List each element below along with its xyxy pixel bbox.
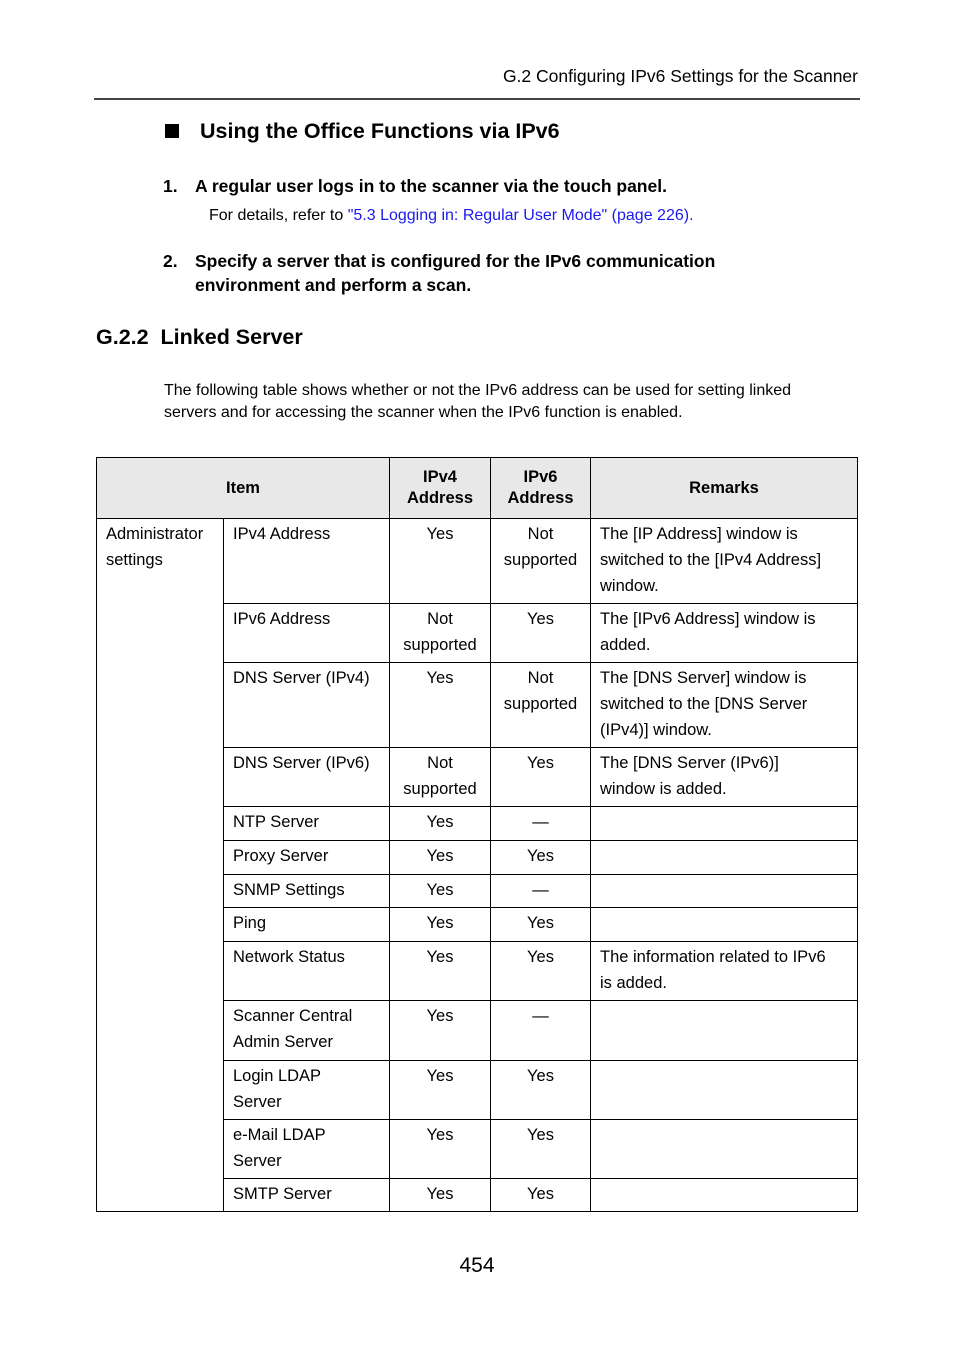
cell-ipv4-line: supported: [403, 636, 477, 654]
cell-remarks: [591, 663, 858, 748]
cell-remarks: [591, 1179, 858, 1212]
cell-item: [224, 1061, 390, 1120]
cell-ipv6-line: Not: [527, 669, 554, 687]
cell-ipv6: [491, 1179, 591, 1212]
cell-ipv6-line: Yes: [527, 914, 554, 932]
cell-ipv4-line: Yes: [426, 914, 454, 932]
cell-remarks: [591, 942, 858, 1001]
table-header-row: [97, 458, 858, 519]
page-number: 454: [459, 1254, 495, 1277]
section-title: Using the Office Functions via IPv6: [200, 119, 560, 143]
cell-item: [224, 807, 390, 841]
cell-item: [224, 908, 390, 942]
cell-ipv6-line: Not: [527, 525, 554, 543]
cell-ipv6-line: Yes: [527, 610, 554, 628]
cell-item-line: IPv6 Address: [233, 610, 331, 628]
cell-ipv6-line: Yes: [527, 1185, 554, 1203]
subsection-title: Linked Server: [160, 325, 303, 349]
cell-ipv6: [491, 807, 591, 841]
header-ipv6-line-1: IPv6: [523, 468, 558, 486]
cell-ipv4: [390, 841, 491, 875]
cell-remarks: [591, 604, 858, 663]
cell-item-line: SNMP Settings: [233, 881, 345, 899]
step-2-line-2: environment and perform a scan.: [195, 275, 472, 295]
cell-item: [224, 942, 390, 1001]
step-2-line-1: Specify a server that is configured for the IPv6 communication: [195, 251, 716, 271]
cell-ipv4: [390, 1001, 491, 1061]
header-remarks: Remarks: [591, 458, 858, 519]
cell-ipv6-line: supported: [503, 551, 578, 569]
cell-remarks: [591, 1061, 858, 1120]
cell-ipv6-line: Yes: [527, 847, 554, 865]
step-1-detail-prefix: For details, refer to: [209, 207, 348, 224]
cell-item-line: Admin Server: [233, 1033, 333, 1051]
cell-item-line: Server: [233, 1152, 282, 1170]
table-row: [97, 519, 858, 604]
cell-ipv4: [390, 748, 491, 807]
cell-ipv4-line: Yes: [426, 1007, 454, 1025]
cell-ipv6-line: —: [532, 1007, 549, 1025]
cell-ipv4: [390, 1120, 491, 1179]
cell-item: [224, 748, 390, 807]
cell-ipv6: [491, 1001, 591, 1061]
cell-item-line: e-Mail LDAP: [233, 1126, 326, 1144]
header-ipv4-line-2: Address: [406, 489, 474, 507]
cell-remarks-line: The [DNS Server] window is: [600, 669, 807, 687]
cell-item-line: IPv4 Address: [233, 525, 331, 543]
section-bullet-icon: [165, 124, 179, 138]
step-1-detail: [209, 207, 694, 225]
cell-ipv4-line: Yes: [426, 669, 454, 687]
cell-item-line: Ping: [233, 914, 267, 932]
cell-item: [224, 663, 390, 748]
cell-item-line: NTP Server: [233, 813, 319, 831]
step-1-reference-link[interactable]: "5.3 Logging in: Regular User Mode" (page 226).: [347, 207, 694, 224]
cell-ipv4: [390, 942, 491, 1001]
cell-remarks-line: The [IPv6 Address] window is: [600, 610, 816, 628]
cell-ipv6-line: Yes: [527, 754, 554, 772]
cell-item: [224, 519, 390, 604]
table-body: [97, 519, 858, 1212]
cell-item-line: SMTP Server: [233, 1185, 332, 1203]
cell-remarks-line: switched to the [IPv4 Address]: [600, 551, 822, 569]
cell-remarks: [591, 807, 858, 841]
cell-ipv6: [491, 1120, 591, 1179]
cell-ipv4: [390, 807, 491, 841]
cell-remarks-line: The [IP Address] window is: [600, 525, 798, 543]
cell-item-line: DNS Server (IPv4): [233, 669, 370, 687]
cell-ipv6-line: Yes: [527, 1126, 554, 1144]
cell-ipv6: [491, 908, 591, 942]
cell-item: [224, 604, 390, 663]
cell-ipv6: [491, 663, 591, 748]
cell-ipv6: [491, 519, 591, 604]
cell-item-line: Network Status: [233, 948, 345, 966]
cell-ipv4: [390, 519, 491, 604]
cell-remarks: [591, 841, 858, 875]
cell-ipv4-line: Yes: [426, 1126, 454, 1144]
cell-remarks-line: added.: [600, 636, 651, 654]
cell-item: [224, 1001, 390, 1061]
cell-ipv4-line: Yes: [426, 881, 454, 899]
subsection-heading: [96, 325, 303, 350]
cell-item: [224, 841, 390, 875]
cell-item-line: Login LDAP: [233, 1067, 322, 1085]
cell-ipv4: [390, 908, 491, 942]
cell-ipv4: [390, 1179, 491, 1212]
cell-item: [224, 1120, 390, 1179]
cell-ipv4: [390, 604, 491, 663]
cell-remarks: [591, 519, 858, 604]
cell-remarks-line: The information related to IPv6: [600, 948, 826, 966]
cell-remarks: [591, 748, 858, 807]
cell-ipv6: [491, 1061, 591, 1120]
step-1-number: 1.: [163, 176, 178, 196]
cell-remarks-line: window is added.: [600, 780, 727, 798]
group-label-line: settings: [106, 551, 163, 569]
cell-remarks-line: window.: [600, 577, 659, 595]
step-1-text: A regular user logs in to the scanner via the touch panel.: [195, 176, 667, 196]
cell-ipv4-line: Yes: [426, 948, 454, 966]
header-ipv6-line-2: Address: [507, 489, 574, 507]
step-2-text: [195, 249, 715, 297]
cell-ipv4-line: Not: [427, 610, 453, 628]
cell-ipv4-line: Yes: [426, 1185, 454, 1203]
cell-item-line: Proxy Server: [233, 847, 329, 865]
linked-server-table: [96, 457, 858, 1212]
cell-ipv4-line: Yes: [426, 525, 454, 543]
cell-item-line: Server: [233, 1093, 282, 1111]
cell-ipv6: [491, 748, 591, 807]
header-ipv6: [491, 458, 591, 519]
subsection-number: G.2.2: [96, 325, 149, 349]
cell-ipv6: [491, 604, 591, 663]
cell-remarks-line: switched to the [DNS Server: [600, 695, 808, 713]
cell-remarks: [591, 908, 858, 942]
cell-remarks-line: is added.: [600, 974, 667, 992]
cell-ipv4: [390, 663, 491, 748]
cell-remarks: [591, 1001, 858, 1061]
header-ipv4: [390, 458, 491, 519]
group-label-line: Administrator: [106, 525, 204, 543]
header-divider: [94, 98, 860, 100]
running-header: G.2 Configuring IPv6 Settings for the Scanner: [502, 66, 858, 86]
header-item: Item: [97, 458, 390, 519]
cell-remarks-line: (IPv4)] window.: [600, 721, 712, 739]
step-2-number: 2.: [163, 251, 178, 271]
cell-ipv4-line: Yes: [426, 813, 454, 831]
cell-ipv6-line: —: [532, 881, 549, 899]
cell-remarks-line: The [DNS Server (IPv6)]: [600, 754, 779, 772]
cell-item: [224, 1179, 390, 1212]
cell-remarks: [591, 1120, 858, 1179]
intro-line-1: The following table shows whether or not the IPv6 address can be used for setting linked: [164, 382, 792, 399]
cell-ipv4-line: Not: [427, 754, 453, 772]
cell-ipv6-line: —: [532, 813, 549, 831]
header-ipv4-line-1: IPv4: [423, 468, 457, 486]
cell-ipv6: [491, 875, 591, 908]
cell-ipv6-line: supported: [503, 695, 578, 713]
cell-ipv6-line: Yes: [527, 1067, 554, 1085]
cell-ipv4-line: supported: [403, 780, 477, 798]
cell-ipv4: [390, 1061, 491, 1120]
cell-item-line: DNS Server (IPv6): [233, 754, 370, 772]
intro-paragraph: [164, 380, 864, 424]
cell-item: [224, 875, 390, 908]
cell-remarks: [591, 875, 858, 908]
cell-ipv4-line: Yes: [426, 847, 454, 865]
cell-ipv6: [491, 942, 591, 1001]
cell-ipv6-line: Yes: [527, 948, 554, 966]
intro-line-2: servers and for accessing the scanner when the IPv6 function is enabled.: [164, 404, 683, 421]
group-administrator-settings: [97, 519, 224, 1212]
cell-ipv6: [491, 841, 591, 875]
cell-ipv4-line: Yes: [426, 1067, 454, 1085]
cell-item-line: Scanner Central: [233, 1007, 353, 1025]
cell-ipv4: [390, 875, 491, 908]
